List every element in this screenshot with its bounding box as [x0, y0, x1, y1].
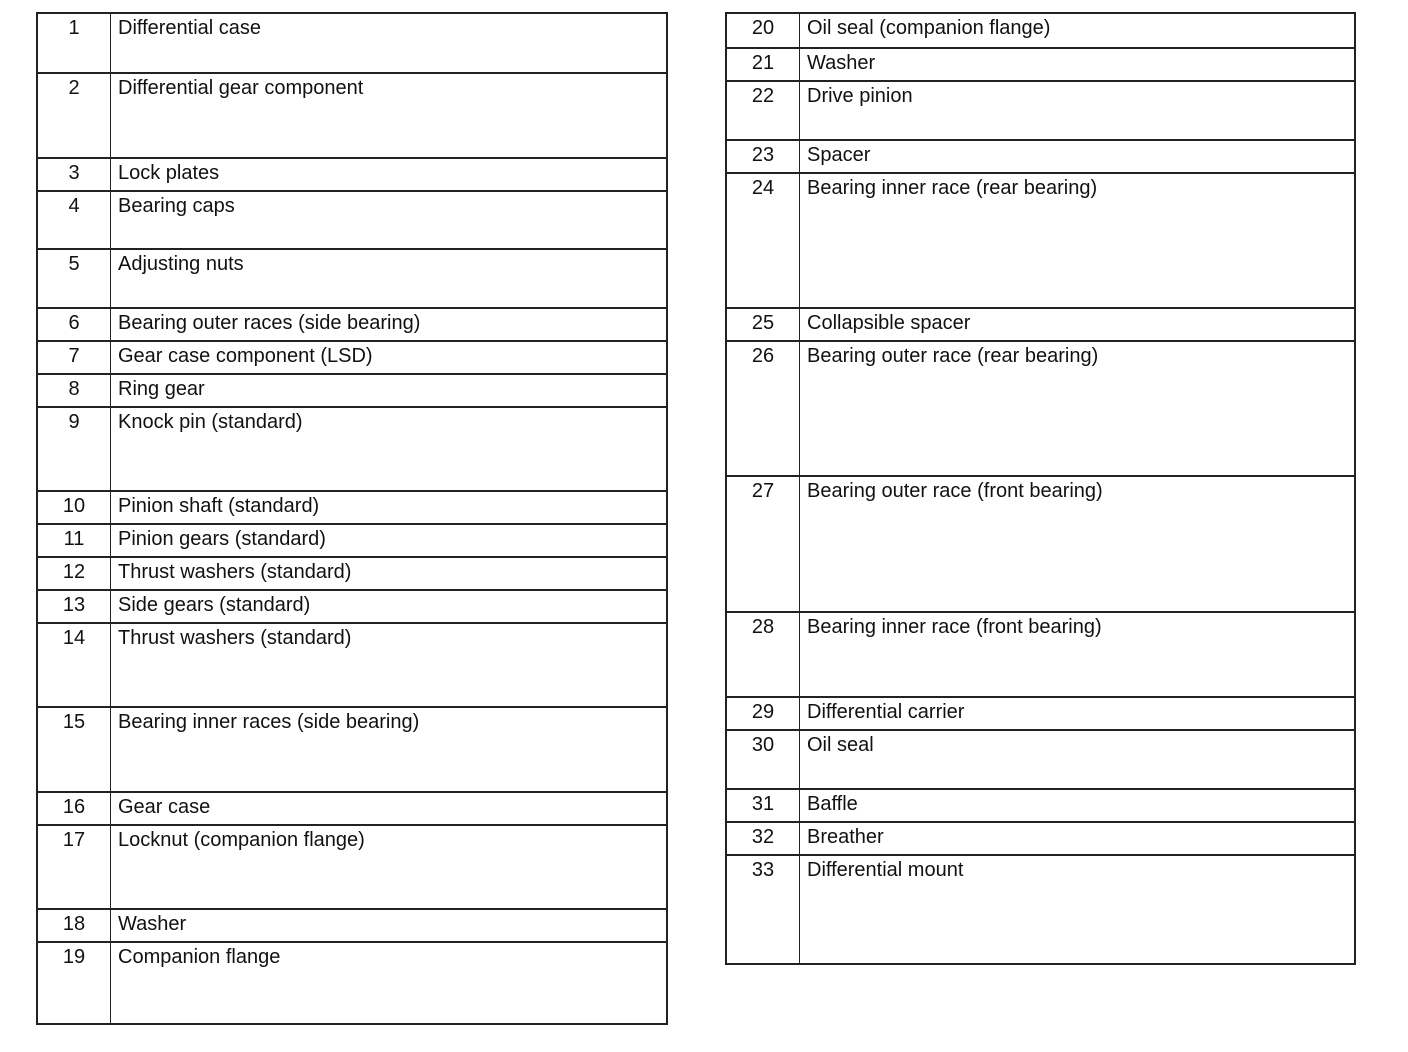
- part-name: Bearing inner race (front bearing): [807, 616, 1102, 638]
- part-name: Pinion gears (standard): [118, 528, 326, 550]
- table-row: [727, 821, 1354, 854]
- table-row: [727, 729, 1354, 788]
- part-number: 23: [727, 141, 800, 172]
- part-number: 26: [727, 342, 800, 475]
- table-row: [727, 475, 1354, 611]
- part-number: 32: [727, 823, 800, 854]
- part-number: 3: [38, 159, 111, 190]
- part-number: 30: [727, 731, 800, 788]
- part-number: 24: [727, 174, 800, 307]
- table-row: [38, 157, 666, 190]
- parts-table-right: [725, 12, 1356, 965]
- part-name: Washer: [807, 52, 876, 74]
- part-number: 29: [727, 698, 800, 729]
- part-name: Knock pin (standard): [118, 411, 303, 433]
- part-name: Differential mount: [807, 859, 964, 881]
- part-name: Locknut (companion flange): [118, 829, 365, 851]
- table-row: [38, 72, 666, 157]
- part-number: 31: [727, 790, 800, 821]
- table-row: [727, 172, 1354, 307]
- part-number: 1: [38, 14, 111, 72]
- table-row: [38, 490, 666, 523]
- part-number: 18: [38, 910, 111, 941]
- part-name: Oil seal (companion flange): [807, 17, 1051, 39]
- part-number: 6: [38, 309, 111, 340]
- table-row: [727, 14, 1354, 47]
- table-row: [38, 791, 666, 824]
- part-name: Gear case: [118, 796, 211, 818]
- part-number: 4: [38, 192, 111, 248]
- part-number: 16: [38, 793, 111, 824]
- part-name: Lock plates: [118, 162, 220, 184]
- table-row: [727, 854, 1354, 963]
- part-number: 11: [38, 525, 111, 556]
- part-name: Thrust washers (standard): [118, 627, 352, 649]
- part-name: Drive pinion: [807, 85, 913, 107]
- table-row: [38, 589, 666, 622]
- table-row: [38, 941, 666, 1023]
- part-number: 15: [38, 708, 111, 791]
- table-row: [38, 406, 666, 490]
- part-number: 22: [727, 82, 800, 139]
- table-row: [38, 556, 666, 589]
- part-name: Bearing caps: [118, 195, 235, 217]
- part-number: 7: [38, 342, 111, 373]
- part-number: 5: [38, 250, 111, 307]
- part-name: Pinion shaft (standard): [118, 495, 320, 517]
- table-row: [727, 47, 1354, 80]
- table-row: [38, 706, 666, 791]
- part-number: 21: [727, 49, 800, 80]
- table-row: [727, 80, 1354, 139]
- part-name: Gear case component (LSD): [118, 345, 373, 367]
- part-name: Washer: [118, 913, 187, 935]
- part-name: Bearing outer race (front bearing): [807, 480, 1103, 502]
- table-row: [38, 248, 666, 307]
- table-row: [38, 908, 666, 941]
- part-number: 20: [727, 14, 800, 47]
- table-row: [38, 307, 666, 340]
- part-name: Adjusting nuts: [118, 253, 244, 275]
- part-name: Breather: [807, 826, 884, 848]
- part-name: Bearing outer race (rear bearing): [807, 345, 1099, 367]
- part-number: 17: [38, 826, 111, 908]
- part-name: Side gears (standard): [118, 594, 311, 616]
- part-name: Differential carrier: [807, 701, 965, 723]
- part-name: Ring gear: [118, 378, 205, 400]
- table-row: [727, 696, 1354, 729]
- part-name: Oil seal: [807, 734, 874, 756]
- part-name: Differential case: [118, 17, 262, 39]
- part-number: 9: [38, 408, 111, 490]
- part-number: 2: [38, 74, 111, 157]
- table-row: [38, 523, 666, 556]
- table-row: [38, 622, 666, 706]
- table-row: [727, 611, 1354, 696]
- part-name: Baffle: [807, 793, 858, 815]
- part-number: 12: [38, 558, 111, 589]
- table-row: [38, 190, 666, 248]
- part-number: 33: [727, 856, 800, 963]
- part-number: 14: [38, 624, 111, 706]
- table-row: [727, 139, 1354, 172]
- table-row: [727, 307, 1354, 340]
- part-number: 19: [38, 943, 111, 1023]
- table-row: [727, 788, 1354, 821]
- table-row: [38, 14, 666, 72]
- part-name: Companion flange: [118, 946, 281, 968]
- table-row: [38, 340, 666, 373]
- part-number: 25: [727, 309, 800, 340]
- part-name: Bearing inner races (side bearing): [118, 711, 420, 733]
- part-number: 10: [38, 492, 111, 523]
- parts-table-left: [36, 12, 668, 1025]
- part-number: 27: [727, 477, 800, 611]
- part-name: Bearing inner race (rear bearing): [807, 177, 1098, 199]
- part-number: 13: [38, 591, 111, 622]
- part-number: 28: [727, 613, 800, 696]
- part-name: Bearing outer races (side bearing): [118, 312, 421, 334]
- table-row: [38, 824, 666, 908]
- table-row: [38, 373, 666, 406]
- part-name: Thrust washers (standard): [118, 561, 352, 583]
- part-name: Collapsible spacer: [807, 312, 971, 334]
- part-number: 8: [38, 375, 111, 406]
- part-name: Differential gear component: [118, 77, 364, 99]
- part-name: Spacer: [807, 144, 871, 166]
- table-row: [727, 340, 1354, 475]
